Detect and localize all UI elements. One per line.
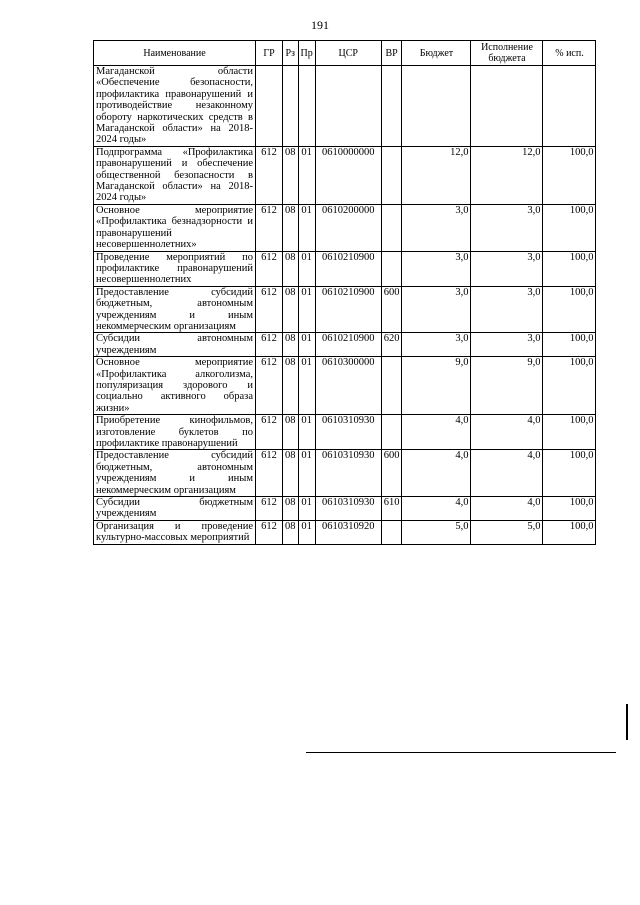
cell-percent: 100,0 bbox=[543, 450, 596, 497]
cell-budget bbox=[402, 66, 471, 147]
cell-budget: 3,0 bbox=[402, 204, 471, 251]
cell-execution: 4,0 bbox=[471, 450, 543, 497]
cell-percent: 100,0 bbox=[543, 146, 596, 204]
table-row bbox=[94, 520, 596, 544]
cell-pr: 01 bbox=[298, 333, 315, 357]
cell-gr bbox=[256, 66, 283, 147]
header-budget: Бюджет bbox=[402, 41, 471, 66]
cell-execution: 4,0 bbox=[471, 497, 543, 521]
cell-vr bbox=[381, 251, 402, 286]
cell-pr: 01 bbox=[298, 251, 315, 286]
cell-execution: 3,0 bbox=[471, 251, 543, 286]
cell-execution: 12,0 bbox=[471, 146, 543, 204]
cell-percent: 100,0 bbox=[543, 204, 596, 251]
table-row bbox=[94, 146, 596, 204]
cell-gr: 612 bbox=[256, 415, 283, 450]
cell-budget: 3,0 bbox=[402, 333, 471, 357]
cell-csr: 0610200000 bbox=[315, 204, 381, 251]
cell-csr: 0610310930 bbox=[315, 415, 381, 450]
cell-gr: 612 bbox=[256, 333, 283, 357]
cell-percent: 100,0 bbox=[543, 251, 596, 286]
cell-budget: 3,0 bbox=[402, 251, 471, 286]
cell-execution: 4,0 bbox=[471, 415, 543, 450]
cell-percent: 100,0 bbox=[543, 357, 596, 415]
cell-execution: 3,0 bbox=[471, 204, 543, 251]
page-number: 191 bbox=[311, 18, 329, 32]
cell-name: Подпрограмма «Профилактика правонарушений и обеспечение общественной безопасности в Магаданской области» на 2018-2024 годы» bbox=[94, 146, 256, 204]
margin-mark bbox=[626, 704, 628, 740]
cell-budget: 12,0 bbox=[402, 146, 471, 204]
table-row bbox=[94, 450, 596, 497]
cell-budget: 4,0 bbox=[402, 415, 471, 450]
cell-pr: 01 bbox=[298, 450, 315, 497]
cell-pr: 01 bbox=[298, 357, 315, 415]
cell-vr: 600 bbox=[381, 450, 402, 497]
cell-execution bbox=[471, 66, 543, 147]
cell-pr: 01 bbox=[298, 286, 315, 333]
cell-name: Магаданской области «Обеспечение безопасности, профилактика правонарушений и противодействие незаконному обороту наркотических средств в Магаданской области» на 2018-2024 годы» bbox=[94, 66, 256, 147]
cell-execution: 5,0 bbox=[471, 520, 543, 544]
cell-pr: 01 bbox=[298, 497, 315, 521]
table-row bbox=[94, 497, 596, 521]
cell-pr: 01 bbox=[298, 520, 315, 544]
cell-vr bbox=[381, 146, 402, 204]
cell-execution: 3,0 bbox=[471, 333, 543, 357]
cell-csr: 0610210900 bbox=[315, 251, 381, 286]
cell-gr: 612 bbox=[256, 286, 283, 333]
cell-execution: 3,0 bbox=[471, 286, 543, 333]
cell-rz: 08 bbox=[283, 286, 299, 333]
cell-vr bbox=[381, 520, 402, 544]
table-row bbox=[94, 286, 596, 333]
cell-pr: 01 bbox=[298, 146, 315, 204]
header-rz: Рз bbox=[283, 41, 299, 66]
cell-budget: 3,0 bbox=[402, 286, 471, 333]
table-row bbox=[94, 204, 596, 251]
cell-rz bbox=[283, 66, 299, 147]
cell-gr: 612 bbox=[256, 357, 283, 415]
cell-gr: 612 bbox=[256, 146, 283, 204]
table-header-row bbox=[94, 41, 596, 66]
cell-percent: 100,0 bbox=[543, 497, 596, 521]
cell-execution: 9,0 bbox=[471, 357, 543, 415]
table-row bbox=[94, 333, 596, 357]
cell-rz: 08 bbox=[283, 146, 299, 204]
cell-rz: 08 bbox=[283, 497, 299, 521]
header-execution: Исполнение бюджета bbox=[471, 41, 543, 66]
cell-gr: 612 bbox=[256, 251, 283, 286]
cell-csr: 0610300000 bbox=[315, 357, 381, 415]
cell-csr: 0610210900 bbox=[315, 333, 381, 357]
cell-gr: 612 bbox=[256, 450, 283, 497]
cell-vr: 620 bbox=[381, 333, 402, 357]
cell-csr: 0610310930 bbox=[315, 497, 381, 521]
cell-name: Приобретение кинофильмов, изготовление буклетов по профилактике правонарушений bbox=[94, 415, 256, 450]
cell-rz: 08 bbox=[283, 333, 299, 357]
cell-name: Основное мероприятие «Профилактика безнадзорности и правонарушений несовершеннолетних» bbox=[94, 204, 256, 251]
cell-percent: 100,0 bbox=[543, 415, 596, 450]
cell-vr: 600 bbox=[381, 286, 402, 333]
cell-vr: 610 bbox=[381, 497, 402, 521]
cell-budget: 5,0 bbox=[402, 520, 471, 544]
header-vr: ВР bbox=[381, 41, 402, 66]
cell-budget: 4,0 bbox=[402, 450, 471, 497]
cell-name: Предоставление субсидий бюджетным, автономным учреждениям и иным некоммерческим организациям bbox=[94, 286, 256, 333]
cell-rz: 08 bbox=[283, 251, 299, 286]
cell-vr bbox=[381, 357, 402, 415]
cell-vr bbox=[381, 415, 402, 450]
footer-rule bbox=[306, 752, 616, 753]
cell-name: Субсидии автономным учреждениям bbox=[94, 333, 256, 357]
header-csr: ЦСР bbox=[315, 41, 381, 66]
cell-budget: 4,0 bbox=[402, 497, 471, 521]
cell-rz: 08 bbox=[283, 415, 299, 450]
cell-name: Проведение мероприятий по профилактике правонарушений несовершеннолетних bbox=[94, 251, 256, 286]
cell-name: Предоставление субсидий бюджетным, автономным учреждениям и иным некоммерческим организациям bbox=[94, 450, 256, 497]
cell-csr: 0610210900 bbox=[315, 286, 381, 333]
table-row bbox=[94, 415, 596, 450]
cell-gr: 612 bbox=[256, 204, 283, 251]
cell-percent: 100,0 bbox=[543, 333, 596, 357]
cell-name: Основное мероприятие «Профилактика алкоголизма, популяризация здорового и социально активного образа жизни» bbox=[94, 357, 256, 415]
cell-rz: 08 bbox=[283, 450, 299, 497]
cell-vr bbox=[381, 66, 402, 147]
table-row bbox=[94, 357, 596, 415]
cell-percent: 100,0 bbox=[543, 286, 596, 333]
table-row bbox=[94, 66, 596, 147]
cell-percent bbox=[543, 66, 596, 147]
table-row bbox=[94, 251, 596, 286]
cell-csr: 0610000000 bbox=[315, 146, 381, 204]
cell-name: Субсидии бюджетным учреждениям bbox=[94, 497, 256, 521]
cell-rz: 08 bbox=[283, 520, 299, 544]
cell-gr: 612 bbox=[256, 520, 283, 544]
cell-name: Организация и проведение культурно-массовых мероприятий bbox=[94, 520, 256, 544]
cell-percent: 100,0 bbox=[543, 520, 596, 544]
header-name: Наименование bbox=[94, 41, 256, 66]
cell-budget: 9,0 bbox=[402, 357, 471, 415]
header-gr: ГР bbox=[256, 41, 283, 66]
header-percent: % исп. bbox=[543, 41, 596, 66]
cell-pr bbox=[298, 66, 315, 147]
cell-rz: 08 bbox=[283, 204, 299, 251]
cell-pr: 01 bbox=[298, 415, 315, 450]
cell-csr bbox=[315, 66, 381, 147]
budget-table bbox=[93, 40, 596, 545]
cell-csr: 0610310930 bbox=[315, 450, 381, 497]
cell-csr: 0610310920 bbox=[315, 520, 381, 544]
cell-vr bbox=[381, 204, 402, 251]
header-pr: Пр bbox=[298, 41, 315, 66]
cell-pr: 01 bbox=[298, 204, 315, 251]
cell-gr: 612 bbox=[256, 497, 283, 521]
cell-rz: 08 bbox=[283, 357, 299, 415]
